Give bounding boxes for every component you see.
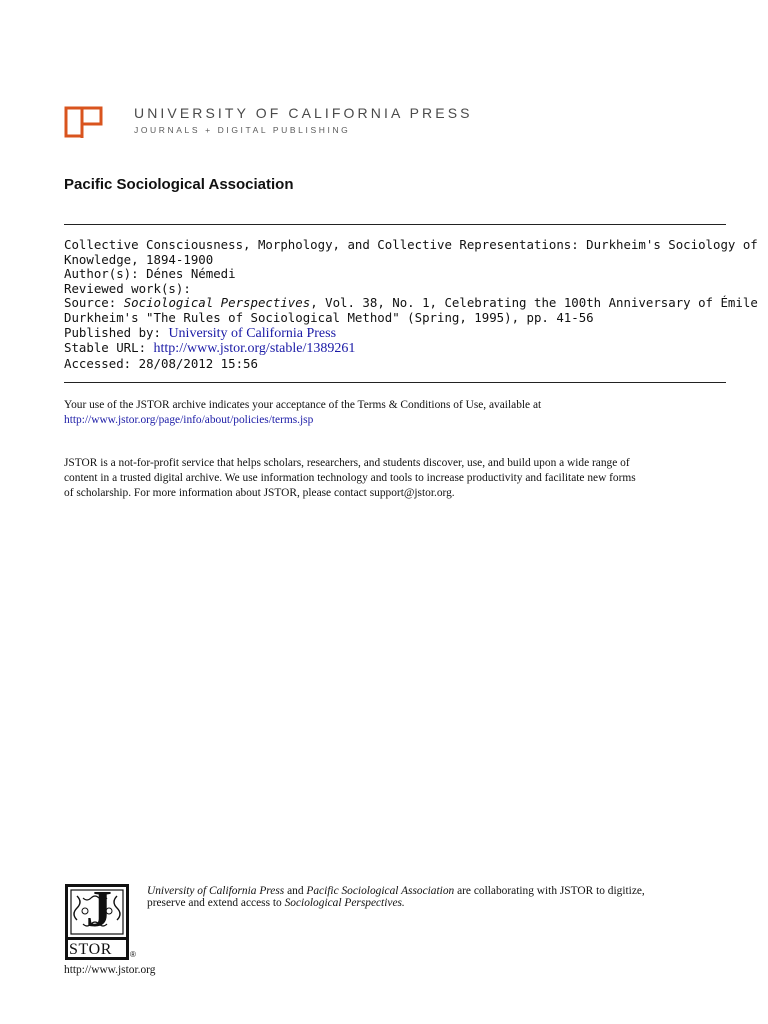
published-line (64, 326, 734, 342)
stable-url-link[interactable]: http://www.jstor.org/stable/1389261 (153, 341, 356, 357)
about-line3: of scholarship. For more information about JSTOR, please contact support@jstor.org. (64, 487, 455, 499)
source-line1 (64, 295, 758, 311)
about-paragraph (64, 456, 734, 501)
collab-line2-text: preserve and extend access to (147, 897, 285, 909)
collab-journal: Sociological Perspectives. (284, 897, 405, 909)
accessed-label: Accessed: (64, 355, 139, 371)
about-line1: JSTOR is a not-for-profit service that helps scholars, researchers, and students discover, use, and build upon a wide range of (64, 457, 630, 469)
collab-association: Pacific Sociological Association (306, 885, 455, 897)
jstor-url[interactable]: http://www.jstor.org (64, 964, 156, 976)
stable-url-label: Stable URL: (64, 340, 154, 356)
terms-text: Your use of the JSTOR archive indicates your acceptance of the Terms & Conditions of Use, available at (64, 399, 542, 411)
ucp-book-icon (64, 106, 104, 140)
collab-rest: are collaborating with JSTOR to digitize, (454, 885, 645, 897)
collab-line1 (147, 885, 732, 897)
accessed-value: 28/08/2012 15:56 (138, 355, 258, 371)
publisher-subtitle: JOURNALS + DIGITAL PUBLISHING (134, 125, 351, 135)
accessed-line (64, 357, 734, 372)
collaboration-note (147, 885, 732, 909)
terms-link[interactable]: http://www.jstor.org/page/info/about/policies/terms.jsp (64, 414, 314, 426)
source-line2: Durkheim's "The Rules of Sociological Method" (Spring, 1995), pp. 41-56 (64, 309, 594, 325)
publisher-title: UNIVERSITY OF CALIFORNIA PRESS (134, 105, 473, 121)
collab-line2 (147, 897, 732, 909)
reviewed-label: Reviewed work(s): (64, 280, 191, 296)
source-details: , Vol. 38, No. 1, Celebrating the 100th Anniversary of Émile (310, 295, 758, 311)
stable-url-line (64, 341, 734, 357)
authors-value: Dénes Némedi (146, 266, 236, 282)
jstor-logo-text: STOR (69, 941, 113, 958)
about-line2: content in a trusted digital archive. We use information technology and tools to increase productivity and facilitate new forms (64, 472, 636, 484)
divider-top (64, 224, 726, 225)
authors-label: Author(s): (64, 266, 147, 282)
divider-bottom (64, 382, 726, 383)
collab-and: and (284, 885, 307, 897)
source-label: Source: (64, 295, 124, 311)
article-title-line1: Collective Consciousness, Morphology, and Collective Representations: Durkheim's Sociology of (64, 237, 758, 252)
published-label: Published by: (64, 324, 169, 340)
terms-paragraph (64, 398, 734, 428)
source-journal: Sociological Perspectives (123, 295, 311, 311)
publisher-link[interactable]: University of California Press (168, 325, 337, 341)
article-title-line2: Knowledge, 1894-1900 (64, 251, 214, 267)
jstor-logo-letter: J (86, 881, 112, 938)
citation-block (64, 237, 758, 371)
registered-mark: ® (130, 950, 136, 959)
association-name: Pacific Sociological Association (64, 176, 294, 193)
authors-line (64, 267, 734, 282)
collab-publisher: University of California Press (147, 885, 285, 897)
